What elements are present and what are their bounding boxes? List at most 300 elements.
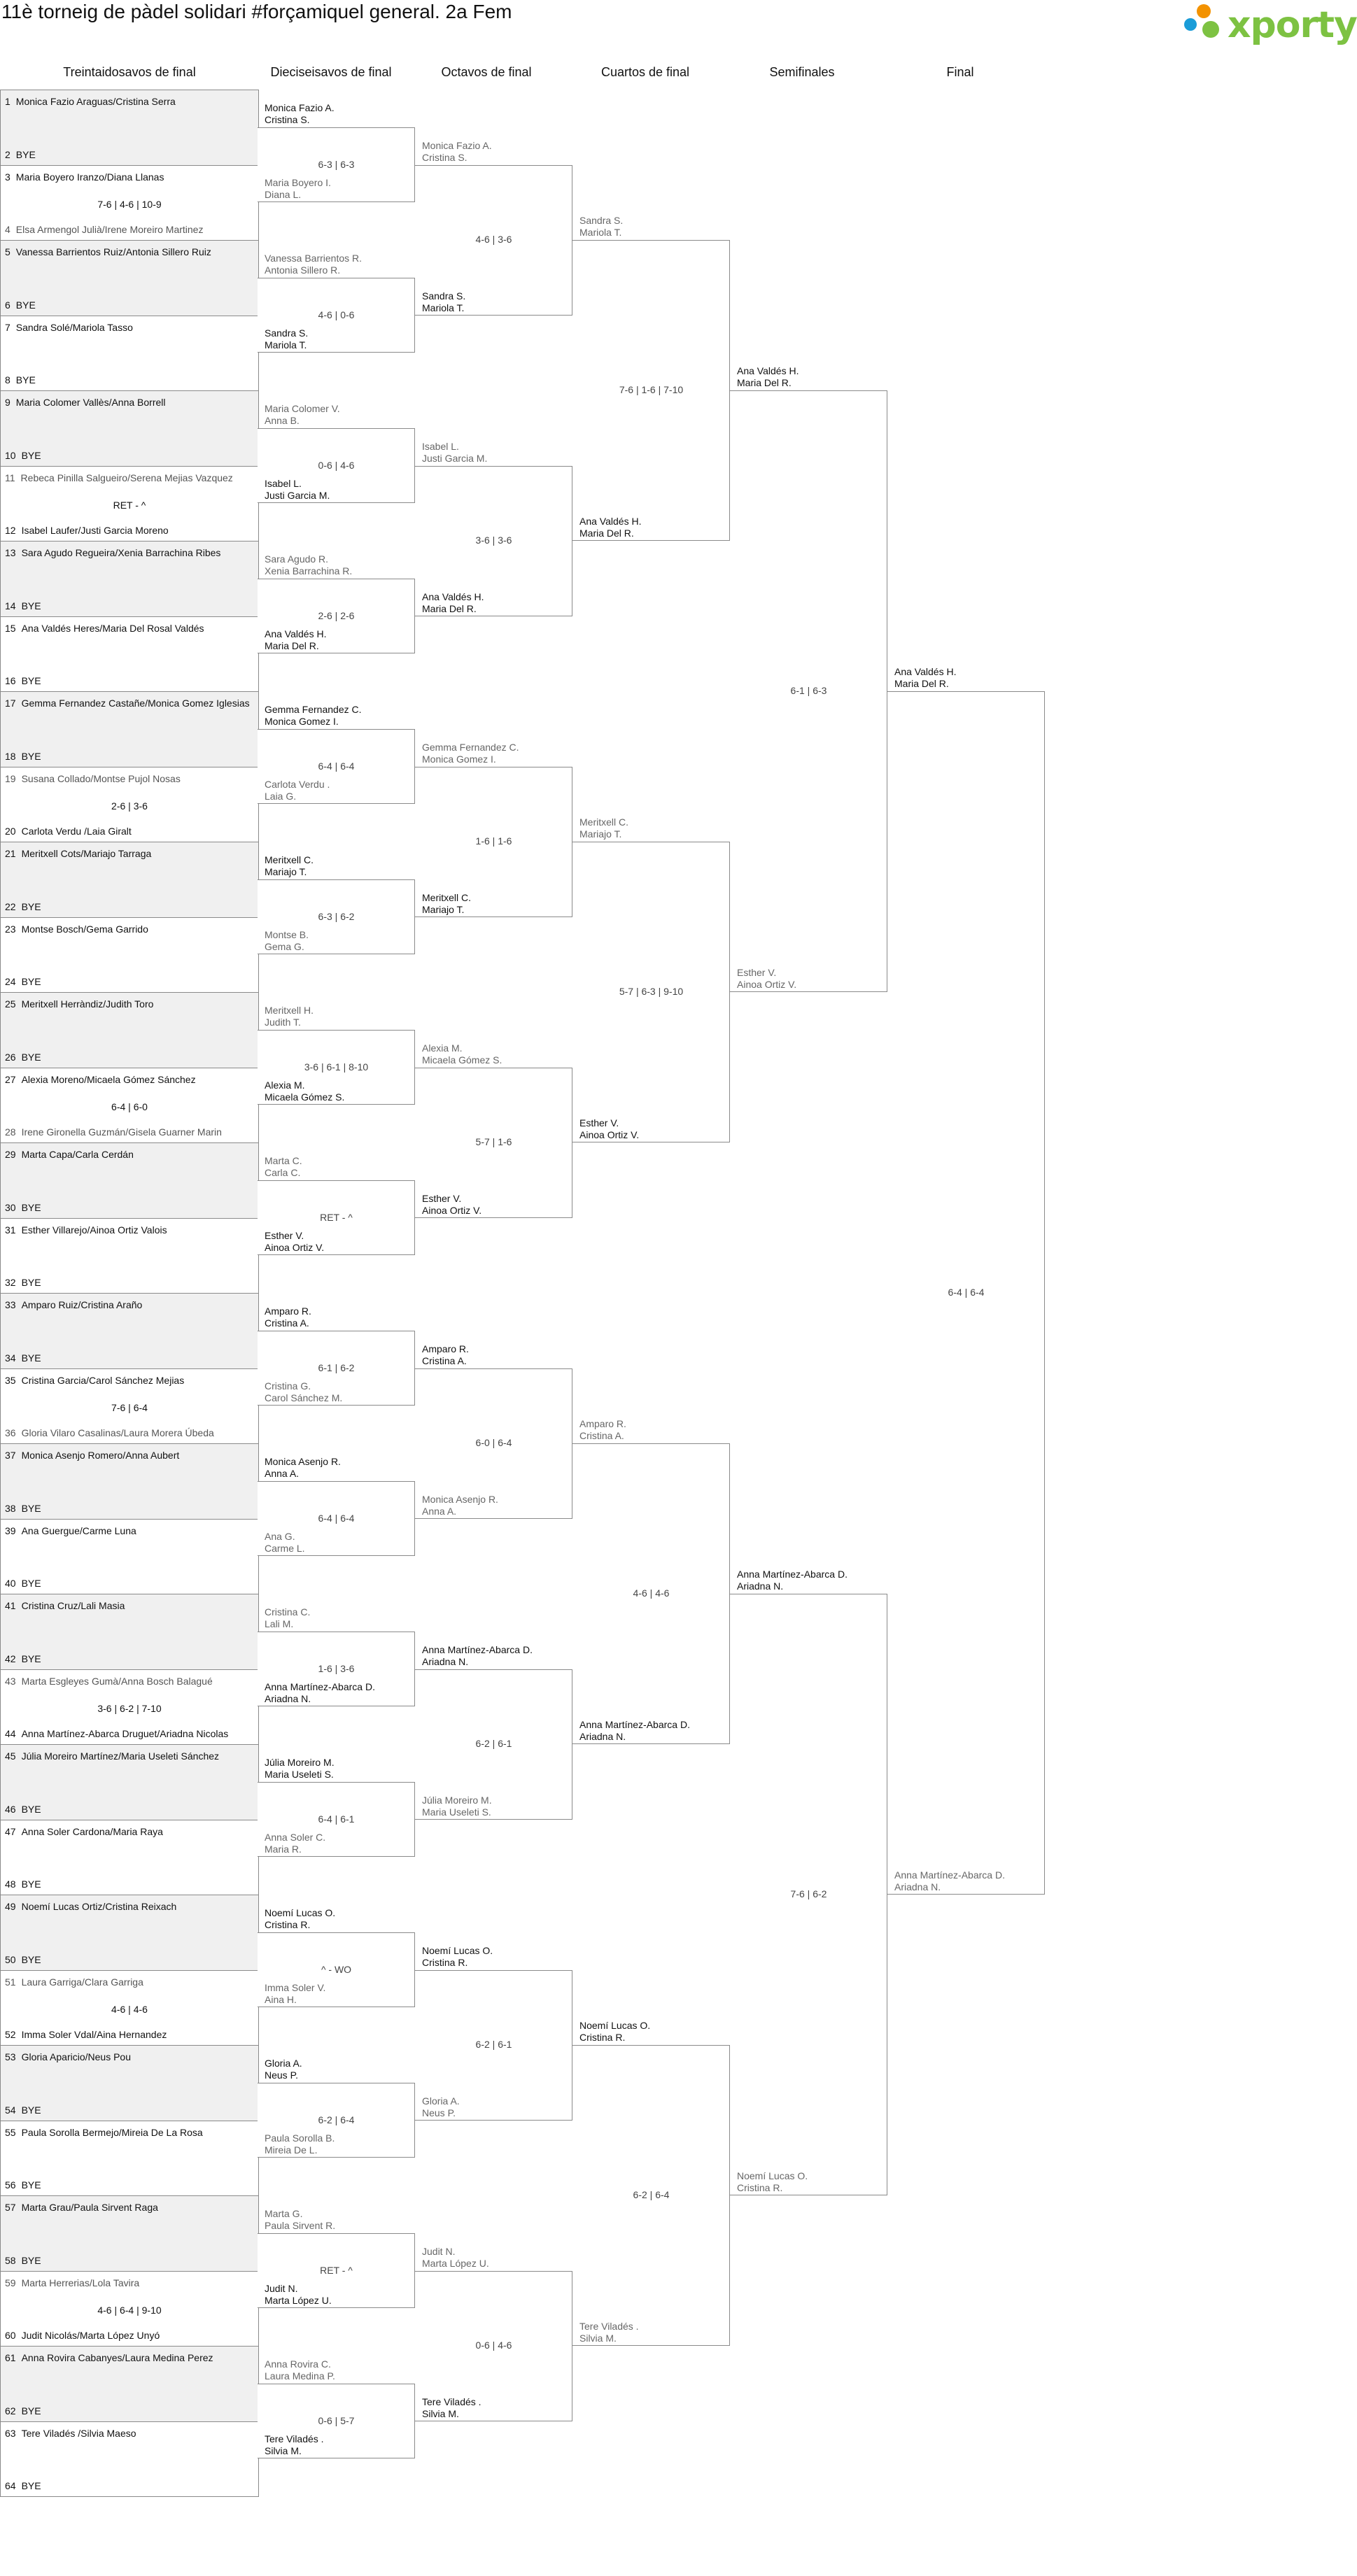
team-entry <box>265 478 330 502</box>
player-2: Diana L. <box>265 189 302 201</box>
team-entry <box>894 666 956 690</box>
player-1: Marta C. <box>265 1154 302 1166</box>
player-1: Meritxell C. <box>265 854 314 865</box>
team-entry <box>579 1719 690 1743</box>
seed-number: 61 <box>5 2352 16 2363</box>
player-1: Amparo R. <box>265 1305 311 1317</box>
team-bottom <box>5 1277 41 1288</box>
team-entry <box>265 854 314 878</box>
team-entry <box>265 1681 375 1705</box>
team-entry <box>265 327 308 351</box>
player-2: Cristina A. <box>265 1317 309 1329</box>
seed-number: 41 <box>5 1600 16 1611</box>
team-name: Carlota Verdu /Laia Giralt <box>21 826 132 837</box>
team-top <box>5 171 164 183</box>
team-name: BYE <box>21 675 41 686</box>
team-top <box>5 773 181 784</box>
player-1: Gemma Fernandez C. <box>422 741 519 753</box>
team-name: BYE <box>15 374 36 385</box>
seed-number: 28 <box>5 1126 16 1138</box>
seed-number: 2 <box>5 148 10 160</box>
player-1: Imma Soler V. <box>265 1982 326 1994</box>
player-2: Mariajo T. <box>579 828 622 840</box>
column-header: Semifinales <box>769 65 835 79</box>
team-name: Sara Agudo Regueira/Xenia Barrachina Ribes <box>21 547 221 558</box>
match-score: 6-4 | 6-0 <box>111 1101 148 1112</box>
column-header: Dieciseisavos de final <box>270 65 392 79</box>
team-bottom <box>5 751 41 762</box>
team-entry <box>737 2170 808 2194</box>
seed-number: 22 <box>5 900 16 912</box>
team-bottom <box>5 2330 160 2341</box>
player-2: Cristina S. <box>422 151 467 163</box>
player-1: Sandra S. <box>579 215 624 226</box>
player-2: Paula Sirvent R. <box>265 2219 336 2231</box>
team-entry <box>265 1907 335 1931</box>
team-name: BYE <box>21 1803 41 1815</box>
team-entry <box>265 628 326 652</box>
seed-number: 23 <box>5 923 16 935</box>
seed-number: 38 <box>5 1502 16 1514</box>
team-bottom <box>5 1126 222 1138</box>
team-name: BYE <box>21 1953 41 1965</box>
match-row <box>0 1368 259 1445</box>
team-name: BYE <box>21 750 41 762</box>
seed-number: 32 <box>5 1277 16 1288</box>
xporty-logo <box>1183 1 1357 46</box>
team-entry <box>422 2095 460 2119</box>
player-2: Marta López U. <box>422 2257 489 2269</box>
player-1: Isabel L. <box>265 478 302 490</box>
team-name: Vanessa Barrientos Ruiz/Antonia Sillero Ruiz <box>15 246 211 257</box>
team-entry <box>265 403 340 427</box>
player-2: Marta López U. <box>265 2295 332 2307</box>
team-entry <box>422 1644 533 1668</box>
team-name: Cristina Cruz/Lali Masia <box>21 1600 125 1611</box>
match-score: 4-6 | 3-6 <box>475 234 512 245</box>
seed-number: 46 <box>5 1803 16 1815</box>
team-top <box>5 623 204 634</box>
match-row <box>0 616 259 693</box>
player-2: Mariajo T. <box>265 865 307 877</box>
team-top <box>5 1676 213 1687</box>
team-bottom <box>5 675 41 686</box>
player-2: Justi Garcia M. <box>422 452 488 464</box>
team-bottom <box>5 2104 41 2116</box>
match-row <box>0 2421 259 2498</box>
team-bottom <box>5 976 41 987</box>
player-2: Micaela Gómez S. <box>422 1054 502 1066</box>
seed-number: 31 <box>5 1224 16 1236</box>
team-bottom <box>5 1878 41 1890</box>
player-1: Noemí Lucas O. <box>579 2020 651 2031</box>
player-1: Paula Sorolla B. <box>265 2132 335 2144</box>
team-bottom <box>5 224 203 235</box>
team-top <box>5 1149 134 1160</box>
match-score: 3-6 | 3-6 <box>475 535 512 546</box>
player-1: Anna Soler C. <box>265 1832 326 1843</box>
player-2: Monica Gomez I. <box>422 753 496 765</box>
seed-number: 58 <box>5 2254 16 2266</box>
player-1: Alexia M. <box>422 1042 463 1054</box>
team-top <box>5 1826 163 1837</box>
team-name: Susana Collado/Montse Pujol Nosas <box>21 772 181 784</box>
seed-number: 43 <box>5 1675 16 1687</box>
team-entry <box>422 742 519 765</box>
team-bottom <box>5 525 169 536</box>
team-bottom <box>5 450 41 461</box>
player-1: Sandra S. <box>265 327 309 339</box>
team-name: Judit Nicolás/Marta López Unyó <box>21 2330 160 2341</box>
team-entry <box>422 1343 469 1367</box>
team-entry <box>579 215 623 239</box>
team-top <box>5 1450 179 1461</box>
seed-number: 63 <box>5 2427 16 2439</box>
team-entry <box>579 2020 650 2044</box>
player-2: Maria Del R. <box>422 602 477 614</box>
team-name: Anna Martínez-Abarca Druguet/Ariadna Nicolas <box>21 1728 229 1739</box>
player-1: Monica Fazio A. <box>265 101 335 113</box>
team-entry <box>737 365 799 389</box>
player-2: Cristina S. <box>265 113 310 125</box>
team-name: BYE <box>21 1277 41 1288</box>
team-entry <box>265 553 352 577</box>
seed-number: 19 <box>5 772 16 784</box>
player-2: Laia G. <box>265 791 297 802</box>
team-entry <box>737 1569 848 1592</box>
player-2: Cristina R. <box>579 2032 626 2043</box>
player-2: Mariola T. <box>579 227 622 238</box>
team-top <box>5 2277 139 2288</box>
seed-number: 15 <box>5 622 16 634</box>
column-header: Treintaidosavos de final <box>63 65 196 79</box>
match-score: 1-6 | 3-6 <box>318 1662 355 1674</box>
team-top <box>5 246 211 257</box>
player-1: Meritxell C. <box>579 816 629 828</box>
player-1: Gloria A. <box>422 2095 460 2107</box>
match-score: 6-3 | 6-3 <box>318 158 355 170</box>
match-score: ^ - WO <box>321 1963 352 1975</box>
seed-number: 34 <box>5 1352 16 1364</box>
seed-number: 40 <box>5 1578 16 1589</box>
player-2: Monica Gomez I. <box>265 715 339 727</box>
player-1: Carlota Verdu . <box>265 779 330 791</box>
player-2: Antonia Sillero R. <box>265 264 341 276</box>
match-score: 4-6 | 6-4 | 9-10 <box>97 2304 162 2316</box>
team-entry <box>579 1117 639 1141</box>
seed-number: 24 <box>5 976 16 987</box>
team-bottom <box>5 1352 41 1364</box>
team-top <box>5 2428 136 2439</box>
team-name: Elsa Armengol Julià/Irene Moreiro Martinez <box>15 224 204 235</box>
player-2: Mireia De L. <box>265 2144 318 2156</box>
team-name: BYE <box>21 2254 41 2266</box>
team-entry <box>265 2433 324 2457</box>
player-1: Meritxell C. <box>422 891 472 903</box>
player-2: Neus P. <box>265 2069 298 2081</box>
team-name: Laura Garriga/Clara Garriga <box>21 1976 143 1988</box>
team-entry <box>265 1606 310 1630</box>
seed-number: 50 <box>5 1953 16 1965</box>
match-score: 7-6 | 1-6 | 7-10 <box>619 384 684 395</box>
team-entry <box>265 2283 332 2307</box>
logo-dot-green <box>1202 21 1219 38</box>
team-entry <box>265 1230 324 1254</box>
team-entry <box>265 1080 344 1103</box>
player-1: Sandra S. <box>422 290 466 302</box>
column-header: Final <box>946 65 974 79</box>
team-top <box>5 998 153 1010</box>
player-2: Ariadna N. <box>737 1580 784 1592</box>
player-1: Esther V. <box>579 1117 619 1128</box>
player-2: Anna A. <box>422 1505 457 1517</box>
seed-number: 30 <box>5 1201 16 1213</box>
match-score: 7-6 | 6-2 <box>790 1888 827 1899</box>
team-top <box>5 1976 143 1988</box>
player-1: Anna Martínez-Abarca D. <box>579 1719 690 1730</box>
match-score: 0-6 | 5-7 <box>318 2414 355 2426</box>
team-bottom <box>5 2255 41 2266</box>
match-row <box>0 1068 259 1144</box>
player-1: Tere Viladés . <box>579 2321 639 2332</box>
seed-number: 25 <box>5 998 16 1010</box>
seed-number: 20 <box>5 826 16 837</box>
seed-number: 37 <box>5 1450 16 1461</box>
team-entry <box>579 2321 639 2344</box>
team-entry <box>422 1795 492 1818</box>
team-name: Sandra Solé/Mariola Tasso <box>15 321 133 333</box>
match-row <box>0 316 259 392</box>
team-name: BYE <box>21 976 41 987</box>
team-top <box>5 1074 196 1085</box>
player-2: Ariadna N. <box>579 1731 626 1742</box>
player-1: Isabel L. <box>422 440 459 452</box>
player-2: Mariajo T. <box>422 903 465 915</box>
team-name: BYE <box>21 600 41 611</box>
team-name: Irene Gironella Guzmán/Gisela Guarner Marin <box>21 1126 222 1138</box>
team-entry <box>265 177 331 201</box>
player-2: Cristina A. <box>579 1430 624 1441</box>
team-entry <box>265 1005 314 1028</box>
player-1: Esther V. <box>737 967 777 978</box>
player-2: Cristina A. <box>422 1354 467 1366</box>
match-row <box>0 541 259 617</box>
player-1: Tere Viladés . <box>265 2433 324 2445</box>
team-name: BYE <box>21 2179 41 2191</box>
seed-number: 12 <box>5 525 16 536</box>
player-2: Lali M. <box>265 1618 294 1629</box>
match-score: 7-6 | 6-4 <box>111 1401 148 1413</box>
match-row <box>0 691 259 767</box>
player-1: Meritxell H. <box>265 1004 314 1016</box>
team-entry <box>265 2132 335 2156</box>
team-top <box>5 2127 203 2138</box>
player-2: Ariadna N. <box>422 1655 469 1667</box>
match-score: 6-1 | 6-3 <box>790 685 827 696</box>
player-1: Júlia Moreiro M. <box>422 1794 492 1806</box>
match-score: 4-6 | 0-6 <box>318 309 355 320</box>
player-2: Laura Medina P. <box>265 2370 335 2382</box>
team-bottom <box>5 826 132 837</box>
match-row <box>0 2045 259 2121</box>
team-bottom <box>5 1578 41 1589</box>
match-score: 6-2 | 6-4 <box>318 2114 355 2125</box>
player-1: Noemí Lucas O. <box>422 1944 493 1956</box>
team-name: Ana Guergue/Carme Luna <box>21 1524 136 1536</box>
match-score: 1-6 | 1-6 <box>475 835 512 847</box>
match-row <box>0 992 259 1068</box>
player-1: Ana Valdés H. <box>737 365 799 376</box>
player-2: Neus P. <box>422 2107 456 2118</box>
team-entry <box>265 1832 325 1855</box>
team-bottom <box>5 299 36 311</box>
match-row <box>0 90 259 166</box>
team-entry <box>422 441 487 465</box>
player-1: Anna Martínez-Abarca D. <box>422 1643 533 1655</box>
logo-text: xporty <box>1228 4 1357 46</box>
seed-number: 1 <box>5 96 10 107</box>
logo-dot-blue <box>1184 18 1197 31</box>
team-bottom <box>5 2029 167 2040</box>
match-score: 0-6 | 4-6 <box>475 2340 512 2351</box>
team-bottom <box>5 901 41 912</box>
logo-dot-orange <box>1197 4 1211 18</box>
match-score: 4-6 | 4-6 <box>111 2003 148 2015</box>
team-entry <box>894 1869 1005 1893</box>
match-row <box>0 1669 259 1746</box>
match-score: 2-6 | 2-6 <box>318 609 355 621</box>
seed-number: 6 <box>5 299 10 311</box>
seed-number: 51 <box>5 1976 16 1988</box>
team-entry <box>265 102 335 126</box>
seed-number: 14 <box>5 600 16 611</box>
team-bottom <box>5 1653 41 1664</box>
player-2: Ariadna N. <box>265 1693 311 1705</box>
team-top <box>5 1750 219 1762</box>
player-1: Gemma Fernandez C. <box>265 703 362 715</box>
seed-number: 26 <box>5 1051 16 1063</box>
seed-number: 36 <box>5 1427 16 1438</box>
team-name: BYE <box>21 2480 41 2491</box>
team-top <box>5 1600 125 1611</box>
team-name: Monica Asenjo Romero/Anna Aubert <box>21 1450 180 1461</box>
team-entry <box>579 816 628 840</box>
team-name: Gloria Vilaro Casalinas/Laura Morera Úbeda <box>21 1427 214 1438</box>
match-row <box>0 2121 259 2197</box>
team-name: BYE <box>21 2104 41 2116</box>
team-name: Alexia Moreno/Micaela Gómez Sánchez <box>21 1073 196 1085</box>
player-2: Xenia Barrachina R. <box>265 565 353 576</box>
team-name: Monica Fazio Araguas/Cristina Serra <box>15 96 176 107</box>
match-score: 6-4 | 6-4 <box>318 760 355 772</box>
team-entry <box>422 290 465 314</box>
player-2: Maria Del R. <box>894 678 949 689</box>
player-1: Ana G. <box>265 1531 295 1543</box>
seed-number: 9 <box>5 397 10 408</box>
match-row <box>0 1519 259 1595</box>
team-name: Esther Villarejo/Ainoa Ortiz Valois <box>21 1224 167 1236</box>
team-name: Rebeca Pinilla Salgueiro/Serena Mejias Vazquez <box>20 472 233 483</box>
team-name: Tere Viladés /Silvia Maeso <box>21 2427 136 2439</box>
match-score: 6-2 | 6-1 <box>475 2039 512 2050</box>
team-entry <box>265 1531 305 1555</box>
match-score: RET - ^ <box>113 499 146 511</box>
match-score: 2-6 | 3-6 <box>111 800 148 812</box>
team-name: Gemma Fernandez Castañe/Monica Gomez Iglesias <box>21 698 250 709</box>
match-row <box>0 466 259 542</box>
player-2: Maria Useleti S. <box>422 1806 491 1818</box>
match-row <box>0 165 259 241</box>
player-2: Micaela Gómez S. <box>265 1091 345 1103</box>
team-name: Cristina Garcia/Carol Sánchez Mejias <box>21 1374 185 1386</box>
team-entry <box>422 2396 481 2420</box>
player-2: Justi Garcia M. <box>265 490 330 502</box>
seed-number: 57 <box>5 2202 16 2213</box>
team-bottom <box>5 1503 41 1514</box>
team-bottom <box>5 374 36 385</box>
player-2: Cristina R. <box>265 1918 311 1930</box>
team-bottom <box>5 600 41 611</box>
player-2: Silvia M. <box>265 2445 302 2457</box>
team-entry <box>265 2058 302 2081</box>
team-bottom <box>5 1202 41 1213</box>
page-title: 11è torneig de pàdel solidari #forçamiquel general. 2a Fem <box>1 1 512 22</box>
player-1: Anna Martínez-Abarca D. <box>265 1681 375 1693</box>
player-1: Júlia Moreiro M. <box>265 1756 335 1768</box>
seed-number: 52 <box>5 2029 16 2040</box>
team-name: BYE <box>21 1201 41 1213</box>
match-row <box>0 2271 259 2347</box>
player-2: Carla C. <box>265 1166 301 1178</box>
team-entry <box>265 2358 335 2382</box>
seed-number: 33 <box>5 1299 16 1310</box>
team-top <box>5 2202 158 2213</box>
match-row <box>0 1820 259 1896</box>
seed-number: 49 <box>5 1901 16 1912</box>
team-name: Marta Grau/Paula Sirvent Raga <box>21 2202 158 2213</box>
player-1: Noemí Lucas O. <box>265 1906 336 1918</box>
player-2: Ainoa Ortiz V. <box>422 1204 482 1216</box>
player-1: Judit N. <box>265 2283 298 2295</box>
seed-number: 48 <box>5 1878 16 1890</box>
player-1: Maria Colomer V. <box>265 402 340 414</box>
player-1: Cristina C. <box>265 1606 311 1618</box>
player-2: Ariadna N. <box>894 1881 941 1892</box>
match-score: 5-7 | 1-6 <box>475 1136 512 1147</box>
team-bottom <box>5 1728 228 1739</box>
seed-number: 35 <box>5 1374 16 1386</box>
match-score: 0-6 | 4-6 <box>318 459 355 471</box>
match-score: 6-2 | 6-4 <box>633 2189 670 2200</box>
team-top <box>5 698 250 709</box>
player-1: Ana Valdés H. <box>422 590 484 602</box>
team-name: BYE <box>21 1878 41 1890</box>
player-2: Silvia M. <box>422 2407 459 2419</box>
player-1: Amparo R. <box>579 1418 626 1429</box>
player-1: Anna Rovira C. <box>265 2358 331 2370</box>
player-1: Tere Viladés . <box>422 2395 481 2407</box>
team-entry <box>265 1982 325 2006</box>
team-top <box>5 322 133 333</box>
seed-number: 17 <box>5 698 16 709</box>
team-top <box>5 2051 131 2062</box>
team-bottom <box>5 1804 41 1815</box>
player-1: Judit N. <box>422 2245 456 2257</box>
team-top <box>5 923 148 935</box>
team-name: Júlia Moreiro Martínez/Maria Useleti Sánchez <box>21 1750 220 1762</box>
match-row <box>0 1594 259 1670</box>
seed-number: 4 <box>5 224 10 235</box>
